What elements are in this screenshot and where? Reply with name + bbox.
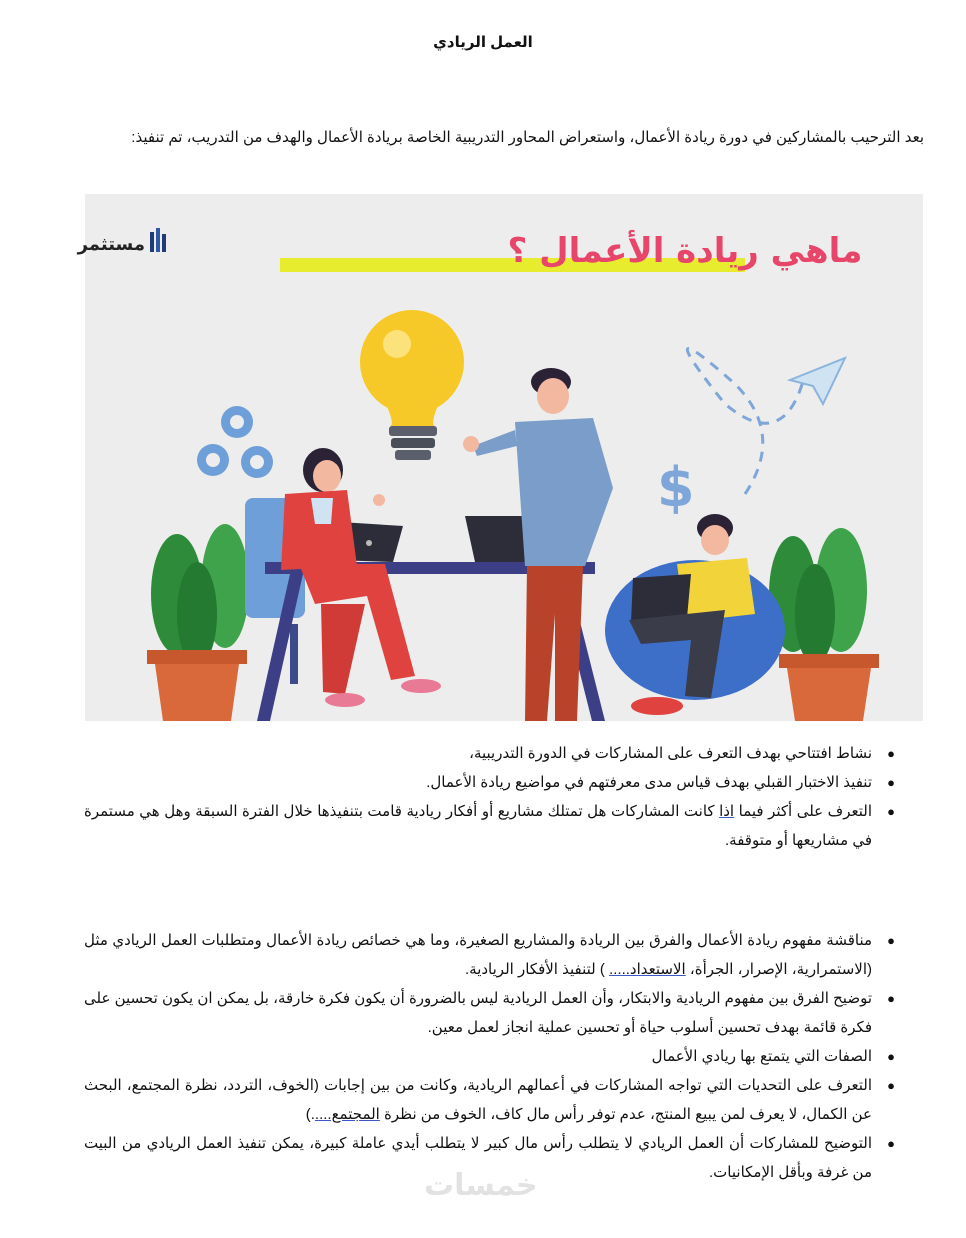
underlined-word: اذا (719, 803, 735, 820)
activities-list-2 (84, 926, 895, 1187)
intro-paragraph: بعد الترحيب بالمشاركين في دورة ريادة الأعمال، واستعراض المحاور التدريبية الخاصة بريادة الأعمال والهدف من التدريب، تم تنفيذ: (131, 129, 924, 146)
list-item: ● الصفات التي يتمتع بها ريادي الأعمال (651, 1048, 895, 1065)
dashed-path (687, 348, 805, 494)
brand-logo (77, 228, 166, 255)
list-item: ● التعرف على التحديات التي تواجه المشاركات في أعمالهم الريادية، وكانت من بين إجابات (الخوف، التردد، نظرة المجتمع، البحث عن الكمال، لا يعرف لمن يبيع المنتج، عدم توفر رأس مال كاف، الخوف من نظرة المجتمع.....) (84, 1077, 895, 1123)
list-item: ● تنفيذ الاختبار القبلي بهدف قياس مدى معرفتهم في مواضيع ريادة الأعمال. (426, 774, 895, 791)
underlined-word: المجتمع.... (314, 1106, 380, 1123)
list-item: ● التعرف على أكثر فيما اذا كانت المشاركات هل تمتلك مشاريع أو أفكار ريادية قامت بتنفيذها خلال الفترة السبقة وهل هي مستمرة في مشاريعها أو متوقفة. (84, 803, 895, 849)
brand-text: مستثمر (77, 234, 145, 255)
list-item: ● مناقشة مفهوم ريادة الأعمال والفرق بين الريادة والمشاريع الصغيرة، وما هي خصائص ريادة الأعمال ومتطلبات العمل الريادي مثل (الاستمرارية، الإصرار، الجرأة، الاستعداد..... ) لتنفيذ الأفكار الريادية. (84, 932, 895, 978)
seated-man-figure (605, 514, 785, 715)
watermark: خمسات (424, 1169, 538, 1202)
headline-text: ماهي ريادة الأعمال ؟ (507, 231, 863, 271)
gears-icon (197, 406, 273, 478)
lightbulb-icon (360, 310, 464, 460)
list-item: ● التوضيح للمشاركات أن العمل الريادي لا يتطلب رأس مال كبير لا يتطلب أيدي عاملة كبيرة، يمكن تنفيذ العمل الريادي من البيت من غرفة وبأقل الإمكانيات. (84, 1135, 895, 1181)
entrepreneurship-illustration (77, 194, 923, 721)
activities-list-1 (84, 739, 895, 855)
dollar-icon: $ (657, 456, 695, 519)
right-plant (769, 528, 879, 721)
document-title: العمل الريادي (433, 34, 533, 51)
woman-figure (281, 448, 441, 707)
underlined-word: الاستعداد..... (609, 961, 686, 978)
paper-plane-icon (790, 358, 845, 404)
list-item: ● توضيح الفرق بين مفهوم الريادية والابتكار، وأن العمل الريادية ليس بالضرورة أن يكون فكرة خارقة، بل يمكن ان يكون تحسين على فكرة قائمة بهدف تحسين أسلوب حياة أو تحسين عملية انجاز لعمل معين. (84, 990, 895, 1036)
list-item: ● نشاط افتتاحي بهدف التعرف على المشاركات في الدورة التدريبية، (469, 745, 895, 762)
left-plant (147, 524, 249, 721)
